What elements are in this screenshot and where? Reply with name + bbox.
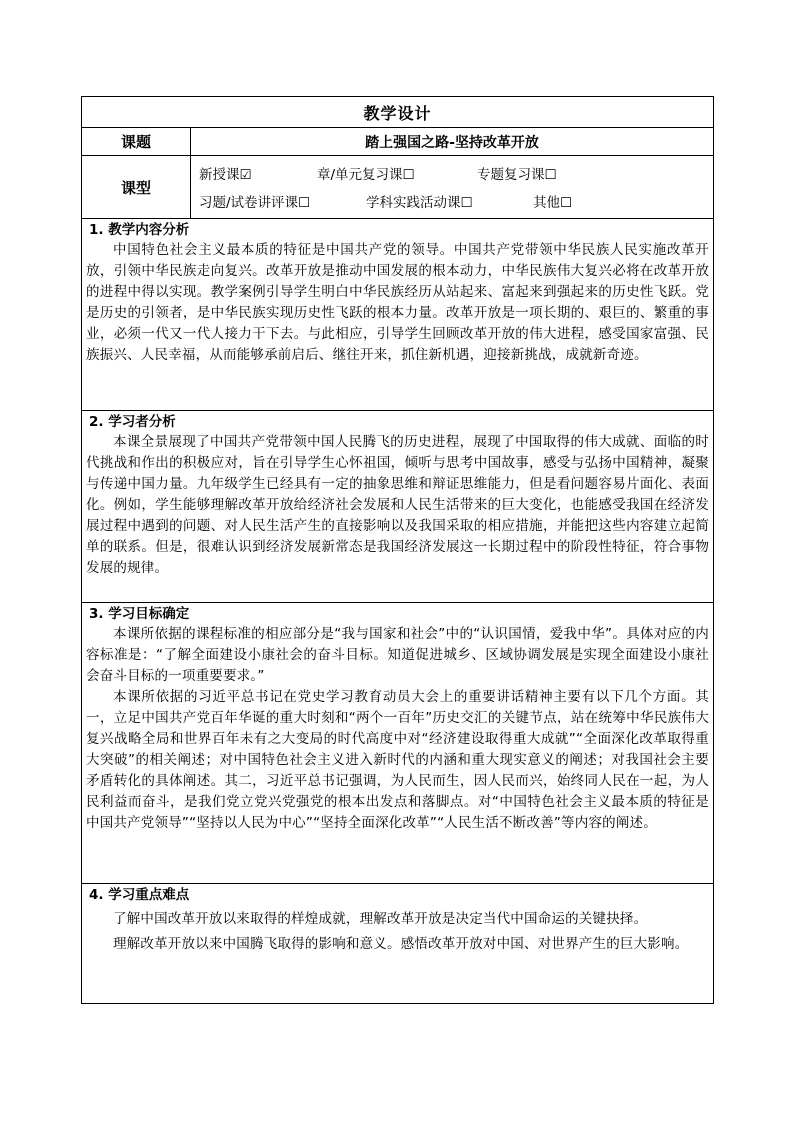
lesson-type-options bbox=[191, 156, 714, 219]
lesson-type-option-practice-activity[interactable]: 学科实践活动课☐ bbox=[366, 195, 473, 211]
topic-value: 踏上强国之路-坚持改革开放 bbox=[191, 128, 714, 156]
lesson-design-table bbox=[81, 96, 714, 1004]
lesson-type-row-2 bbox=[199, 187, 713, 215]
lesson-type-option-topic-review[interactable]: 专题复习课☐ bbox=[477, 167, 557, 183]
lesson-type-option-exercise-review[interactable]: 习题/试卷讲评课☐ bbox=[199, 195, 311, 211]
section-heading: 1. 教学内容分析 bbox=[89, 222, 190, 238]
section-heading: 4. 学习重点难点 bbox=[89, 887, 190, 903]
lesson-type-label: 课型 bbox=[82, 156, 191, 219]
topic-label: 课题 bbox=[82, 128, 191, 156]
lesson-type-option-new[interactable]: 新授课☑ bbox=[199, 167, 252, 183]
document-title: 教学设计 bbox=[82, 97, 714, 128]
section-learning-objectives bbox=[82, 603, 714, 884]
lesson-type-row-1 bbox=[199, 159, 713, 187]
section-content-analysis bbox=[82, 219, 714, 411]
section-key-difficulties bbox=[82, 884, 714, 1004]
section-paragraph: 了解中国改革开放以来取得的样煌成就，理解改革开放是决定当代中国命运的关键抉择。 bbox=[113, 911, 648, 927]
section-paragraph: 理解改革开放以来中国腾飞取得的影响和意义。感悟改革开放对中国、对世界产生的巨大影响。 bbox=[113, 936, 689, 952]
lesson-type-option-chapter-review[interactable]: 章/单元复习课☐ bbox=[317, 167, 415, 183]
section-paragraph: 本课所依据的习近平总书记在党史学习教育动员大会上的重要讲话精神主要有以下几个方面。其一，立足中国共产党百年华诞的重大时刻和“两个一百年”历史交汇的关键节点，站在统筹中华民族伟大复兴战略全局和世界百年未有之大变局的时代高度中对“经济建设取得重大成就”“全面深化改革取得重大突破”的相关阐述；对中国特色社会主义进入新时代的内涵和重大现实意义的阐述；对我国社会主要矛盾转化的具体阐述。其二，习近平总书记强调，为人民而生，因人民而兴，始终同人民在一起，为人民利益而奋斗，是我们党立党兴党强党的根本出发点和落脚点。对“中国特色社会主义最本质的特征是中国共产党领导”“坚持以人民为中心”“坚持全面深化改革”“人民生活不断改善”等内容的阐述。 bbox=[86, 689, 710, 831]
lesson-type-option-other[interactable]: 其他☐ bbox=[533, 195, 573, 211]
section-paragraph: 中国特色社会主义最本质的特征是中国共产党的领导。中国共产党带领中华民族人民实施改革开放，引领中华民族走向复兴。改革开放是推动中国发展的根本动力，中华民族伟大复兴必将在改革开放的进程中得以实现。教学案例引导学生明白中华民族经历从站起来、富起来到强起来的历史性飞跃。党是历史的引领者，是中华民族实现历史性飞跃的根本力量。改革开放是一项长期的、艰巨的、繁重的事业，必须一代又一代人接力干下去。与此相应，引导学生回顾改革开放的伟大进程，感受国家富强、民族振兴、人民幸福，从而能够承前启后、继往开来，抓住新机遇，迎接新挑战，成就新奇迹。 bbox=[86, 242, 710, 363]
section-heading: 3. 学习目标确定 bbox=[89, 606, 190, 622]
section-paragraph: 本课所依据的课程标准的相应部分是“我与国家和社会”中的“认识国情，爱我中华”。具体对应的内容标准是：“了解全面建设小康社会的奋斗目标。知道促进城乡、区域协调发展是实现全面建设小康社会奋斗目标的一项重要要求。” bbox=[86, 626, 710, 684]
section-paragraph: 本课全景展现了中国共产党带领中国人民腾飞的历史进程，展现了中国取得的伟大成就、面临的时代挑战和作出的积极应对，旨在引导学生心怀祖国，倾听与思考中国故事，感受与弘扬中国精神，凝聚与传递中国力量。九年级学生已经具有一定的抽象思维和辩证思维能力，但是看问题容易片面化、表面化。例如，学生能够理解改革开放给经济社会发展和人民生活带来的巨大变化，也能感受我国在经济发展过程中遇到的问题、对人民生活产生的直接影响以及我国采取的相应措施，并能把这些内容建立起简单的联系。但是，很难认识到经济发展新常态是我国经济发展这一长期过程中的阶段性特征，符合事物发展的规律。 bbox=[86, 434, 710, 576]
section-heading: 2. 学习者分析 bbox=[89, 414, 176, 430]
section-learner-analysis bbox=[82, 411, 714, 603]
